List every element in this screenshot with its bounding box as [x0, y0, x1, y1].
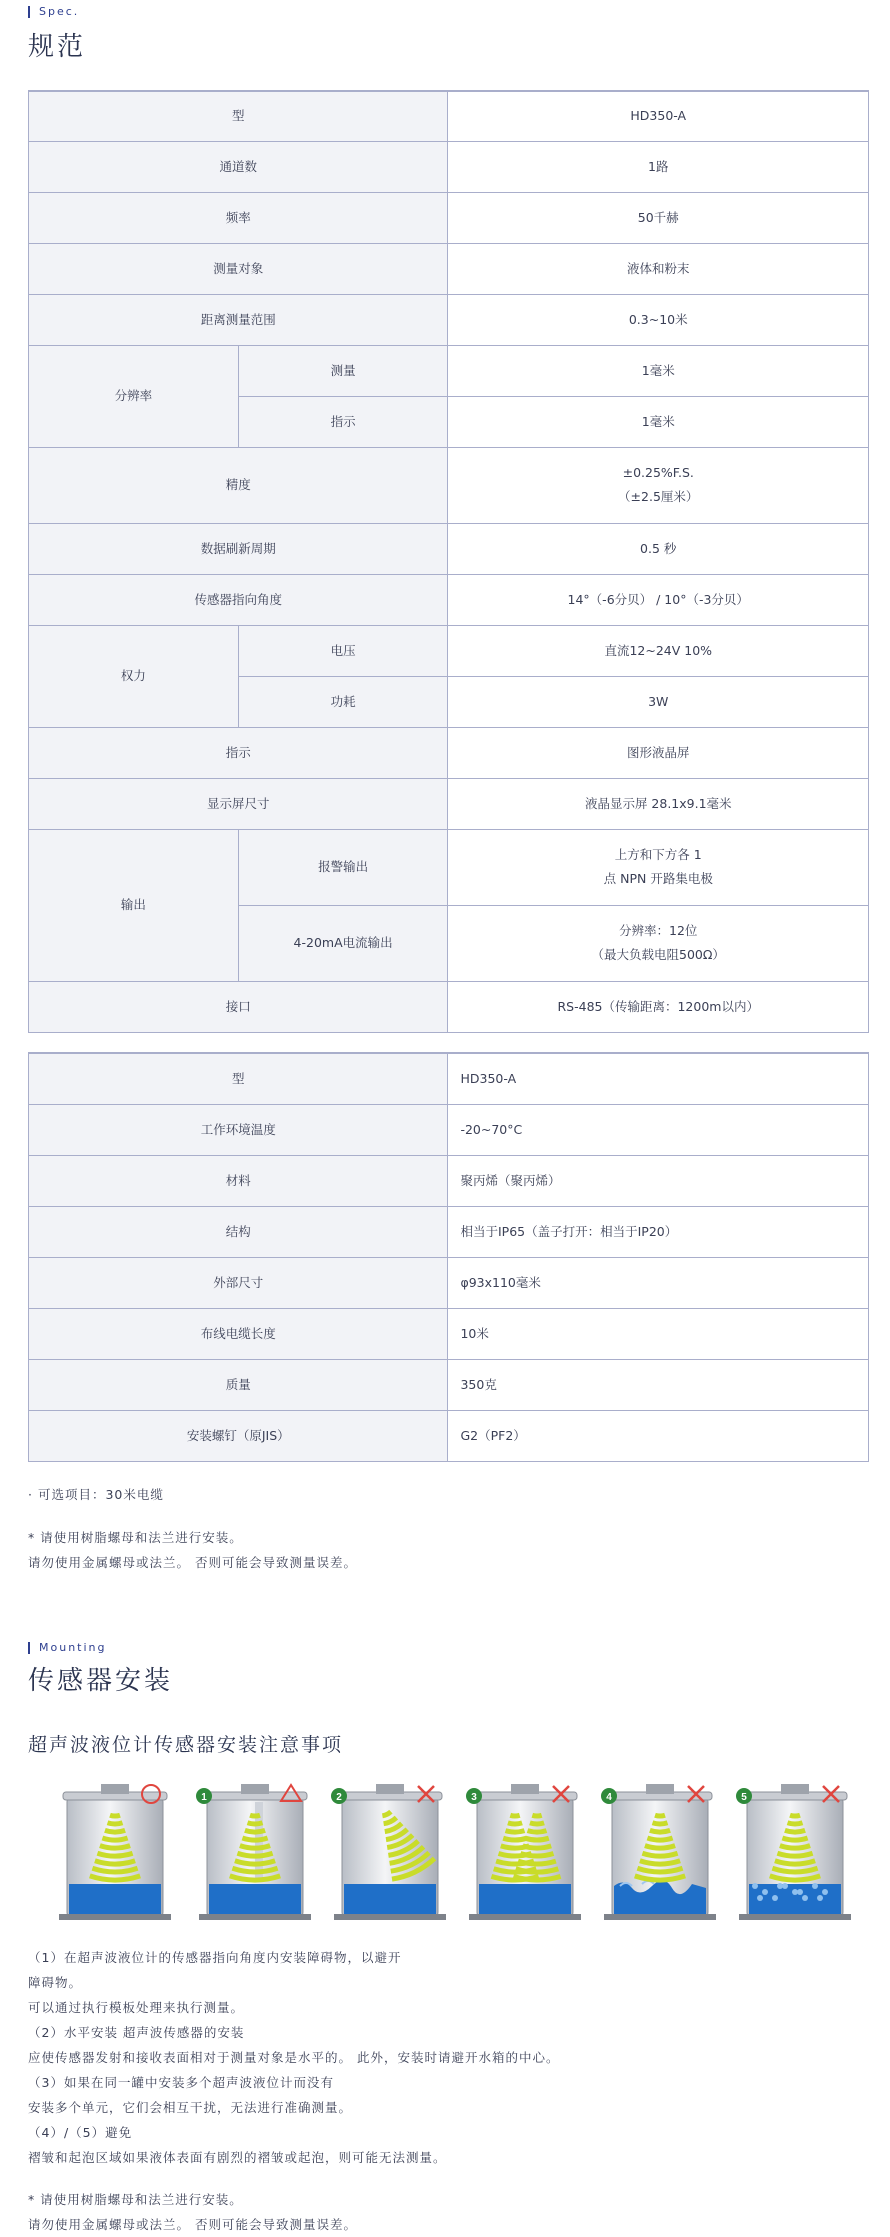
table-row	[29, 727, 869, 778]
spec-table-2	[28, 1052, 869, 1462]
spec-section-title: 规范	[28, 32, 87, 62]
note-line: （1）在超声波液位计的传感器指向角度内安装障碍物，以避开	[28, 1950, 402, 1965]
tank-illustration	[465, 1782, 585, 1922]
row-label: 指示	[29, 727, 448, 778]
row-value	[448, 905, 869, 981]
row-value: HD350-A	[448, 91, 869, 141]
table-row	[29, 829, 869, 905]
row-label: 接口	[29, 981, 448, 1032]
table-row	[29, 523, 869, 574]
table-row	[29, 625, 869, 676]
svg-text:1: 1	[201, 1792, 207, 1803]
row-value: 图形液晶屏	[448, 727, 869, 778]
table-row	[29, 1155, 869, 1206]
row-sub-label: 报警输出	[238, 829, 448, 905]
value-line: 上方和下方各 1	[614, 847, 702, 862]
note-line: （4）/（5）避免	[28, 2125, 133, 2140]
tank-illustration	[330, 1782, 450, 1922]
table-row	[29, 574, 869, 625]
table-row	[29, 447, 869, 523]
note-line: 褶皱和起泡区域如果液体表面有剧烈的褶皱或起泡，则可能无法测量。	[28, 2150, 447, 2165]
row-value: 相当于IP65（盖子打开：相当于IP20）	[448, 1206, 869, 1257]
row-value: 1路	[448, 141, 869, 192]
row-label: 距离测量范围	[29, 294, 448, 345]
table-row	[29, 1257, 869, 1308]
tank-illustration	[195, 1782, 315, 1922]
row-value: 0.3~10米	[448, 294, 869, 345]
spec-table-1	[28, 90, 869, 1033]
row-label: 数据刷新周期	[29, 523, 448, 574]
row-sub-label: 电压	[238, 625, 448, 676]
table-row	[29, 981, 869, 1032]
row-value: 液晶显示屏 28.1x9.1毫米	[448, 778, 869, 829]
table-row	[29, 778, 869, 829]
optional-note	[28, 1482, 164, 1507]
row-label: 通道数	[29, 141, 448, 192]
svg-text:5: 5	[741, 1792, 747, 1803]
row-group-label: 输出	[29, 829, 239, 981]
row-label: 工作环境温度	[29, 1104, 448, 1155]
row-label: 型	[29, 1053, 448, 1104]
note-line: 安装多个单元，它们会相互干扰，无法进行准确测量。	[28, 2100, 353, 2115]
warning-line: * 请使用树脂螺母和法兰进行安装。	[28, 1530, 243, 1545]
note-line: 应使传感器发射和接收表面相对于测量对象是水平的。 此外，安装时请避开水箱的中心。	[28, 2050, 560, 2065]
svg-text:2: 2	[336, 1792, 342, 1803]
row-value: φ93x110毫米	[448, 1257, 869, 1308]
row-group-label: 权力	[29, 625, 239, 727]
table-row	[29, 1308, 869, 1359]
row-label: 安装螺钉（原JIS）	[29, 1410, 448, 1461]
row-label: 材料	[29, 1155, 448, 1206]
row-value: 3W	[448, 676, 869, 727]
mounting-notes	[28, 1945, 559, 2170]
svg-text:4: 4	[606, 1792, 612, 1803]
warning-line: 请勿使用金属螺母或法兰。 否则可能会导致测量误差。	[28, 1555, 357, 1570]
tank-illustration	[600, 1782, 720, 1922]
row-value: 聚丙烯（聚丙烯）	[448, 1155, 869, 1206]
row-label: 型	[29, 91, 448, 141]
row-value	[448, 447, 869, 523]
row-sub-label: 测量	[238, 345, 448, 396]
tank-illustration	[735, 1782, 855, 1922]
row-sub-label: 4-20mA电流输出	[238, 905, 448, 981]
row-value: 直流12~24V 10%	[448, 625, 869, 676]
table-row	[29, 1104, 869, 1155]
row-label: 频率	[29, 192, 448, 243]
value-line: （最大负载电阻500Ω）	[591, 947, 725, 962]
row-value: HD350-A	[448, 1053, 869, 1104]
row-label: 传感器指向角度	[29, 574, 448, 625]
row-value: 50千赫	[448, 192, 869, 243]
table-row	[29, 1206, 869, 1257]
value-line: （±2.5厘米）	[618, 489, 699, 504]
row-label: 精度	[29, 447, 448, 523]
table-row	[29, 345, 869, 396]
mounting-section-title: 传感器安装	[28, 1666, 174, 1696]
row-value: 350克	[448, 1359, 869, 1410]
spec-section-tag: Spec.	[28, 6, 79, 18]
value-line: ±0.25%F.S.	[622, 465, 694, 480]
row-group-label: 分辨率	[29, 345, 239, 447]
row-value: 10米	[448, 1308, 869, 1359]
table-row	[29, 141, 869, 192]
note-line: （3）如果在同一罐中安装多个超声波液位计而没有	[28, 2075, 334, 2090]
mounting-subtitle: 超声波液位计传感器安装注意事项	[28, 1734, 344, 1756]
row-label: 结构	[29, 1206, 448, 1257]
table-row	[29, 192, 869, 243]
note-line: 可以通过执行模板处理来执行测量。	[28, 2000, 245, 2015]
table-row	[29, 294, 869, 345]
optional-item: · 可选项目：30米电缆	[28, 1487, 164, 1502]
row-value: -20~70°C	[448, 1104, 869, 1155]
row-value: 1毫米	[448, 396, 869, 447]
row-value: RS-485（传输距离：1200m以内）	[448, 981, 869, 1032]
mounting-section-tag: Mounting	[28, 1642, 107, 1654]
note-line: 障碍物。	[28, 1975, 83, 1990]
table-row	[29, 91, 869, 141]
tank-illustration	[55, 1782, 175, 1922]
warning-line: 请勿使用金属螺母或法兰。 否则可能会导致测量误差。	[28, 2217, 357, 2232]
install-warning-2	[28, 2187, 357, 2237]
table-row	[29, 243, 869, 294]
install-warning-1	[28, 1525, 357, 1575]
row-value: G2（PF2）	[448, 1410, 869, 1461]
note-line: （2）水平安装 超声波传感器的安装	[28, 2025, 245, 2040]
warning-line: * 请使用树脂螺母和法兰进行安装。	[28, 2192, 243, 2207]
row-value: 1毫米	[448, 345, 869, 396]
table-row	[29, 1359, 869, 1410]
row-sub-label: 功耗	[238, 676, 448, 727]
row-label: 测量对象	[29, 243, 448, 294]
value-line: 分辨率：12位	[619, 923, 698, 938]
row-value: 14°（-6分贝） / 10°（-3分贝）	[448, 574, 869, 625]
row-label: 布线电缆长度	[29, 1308, 448, 1359]
row-sub-label: 指示	[238, 396, 448, 447]
row-value	[448, 829, 869, 905]
row-label: 质量	[29, 1359, 448, 1410]
row-label: 显示屏尺寸	[29, 778, 448, 829]
row-value: 液体和粉末	[448, 243, 869, 294]
value-line: 点 NPN 开路集电极	[603, 871, 713, 886]
row-value: 0.5 秒	[448, 523, 869, 574]
svg-text:3: 3	[471, 1792, 477, 1803]
table-row	[29, 1053, 869, 1104]
row-label: 外部尺寸	[29, 1257, 448, 1308]
table-row	[29, 1410, 869, 1461]
